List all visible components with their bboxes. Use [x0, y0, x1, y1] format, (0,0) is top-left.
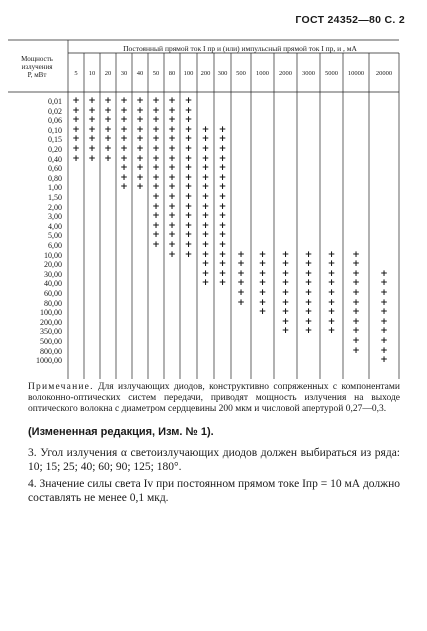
plus-mark: + — [258, 278, 267, 289]
plus-mark: + — [218, 163, 227, 174]
plus-mark: + — [168, 163, 176, 174]
plus-mark: + — [152, 220, 160, 231]
row-header-800,00: 800,00 — [40, 346, 62, 356]
plus-mark: + — [152, 115, 160, 126]
plus-mark: + — [281, 326, 290, 337]
plus-mark: + — [184, 144, 193, 154]
row-header-5,00: 5,00 — [48, 231, 62, 241]
plus-mark: + — [120, 96, 128, 106]
plus-mark: + — [136, 105, 144, 116]
plus-mark: + — [201, 182, 210, 193]
plus-mark: + — [88, 144, 96, 154]
plus-mark: + — [352, 278, 360, 289]
plus-mark: + — [352, 259, 360, 270]
plus-mark: + — [104, 144, 112, 154]
plus-mark: + — [152, 105, 160, 116]
plus-mark: + — [152, 182, 160, 193]
row-header-20,00: 20,00 — [44, 260, 62, 270]
plus-mark: + — [136, 153, 144, 164]
row-header-2,00: 2,00 — [48, 202, 62, 212]
plus-mark: + — [237, 288, 245, 298]
plus-mark: + — [184, 134, 193, 145]
plus-mark: + — [136, 163, 144, 174]
plus-mark: + — [168, 220, 176, 231]
plus-mark: + — [184, 182, 193, 193]
row-header-500,00: 500,00 — [40, 337, 62, 346]
plus-mark: + — [120, 182, 128, 193]
plus-mark: + — [104, 124, 112, 135]
table-note — [28, 382, 400, 416]
column-header-10000: 10000 — [347, 70, 365, 77]
plus-mark: + — [218, 249, 227, 260]
plus-mark: + — [327, 288, 336, 298]
plus-mark: + — [120, 144, 128, 154]
paragraph-3: 3. Угол излучения α светоизлучающих диодов должен выбираться из ряда: 10; 15; 25; 40; 60; 90; 125; 180°. — [28, 447, 400, 473]
plus-mark: + — [184, 240, 193, 250]
plus-mark: + — [201, 268, 210, 279]
plus-mark: + — [120, 124, 128, 135]
row-header-0,15: 0,15 — [48, 135, 62, 145]
row-header-0,02: 0,02 — [48, 106, 62, 116]
plus-mark: + — [184, 192, 193, 202]
plus-mark: + — [327, 307, 336, 318]
plus-mark: + — [352, 268, 360, 279]
plus-mark: + — [201, 201, 210, 212]
plus-mark: + — [201, 124, 210, 135]
plus-mark: + — [168, 144, 176, 154]
plus-mark: + — [327, 326, 336, 337]
plus-mark: + — [168, 182, 176, 193]
plus-mark: + — [352, 297, 360, 308]
column-header-1000: 1000 — [256, 70, 269, 77]
plus-mark: + — [237, 278, 245, 289]
plus-mark: + — [237, 268, 245, 279]
plus-mark: + — [218, 230, 227, 241]
plus-mark: + — [201, 134, 210, 145]
plus-mark: + — [72, 134, 80, 145]
document-code: ГОСТ 24352—80 С. 2 — [295, 14, 405, 26]
column-header-80: 80 — [168, 70, 176, 77]
column-header-200: 200 — [200, 70, 211, 77]
plus-mark: + — [218, 124, 227, 135]
plus-mark: + — [152, 201, 160, 212]
plus-mark: + — [218, 211, 227, 222]
plus-mark: + — [380, 297, 388, 308]
plus-mark: + — [136, 115, 144, 126]
plus-mark: + — [168, 201, 176, 212]
plus-mark: + — [136, 96, 144, 106]
plus-mark: + — [72, 144, 80, 154]
plus-mark: + — [380, 336, 388, 346]
plus-mark: + — [352, 307, 360, 318]
plus-mark: + — [304, 278, 313, 289]
plus-mark: + — [168, 249, 176, 260]
note-text: Для излучающих диодов, конструктивно сопряженных с компонентами волоконно-оптических систем передачи, приводят мощность излучения на выходе оптического волокна с диаметром сердцевины 200 мкм и числовой апертурой 0,27—0,3. — [28, 382, 400, 415]
plus-mark: + — [88, 105, 96, 116]
column-header-300: 300 — [217, 70, 228, 77]
plus-mark: + — [304, 297, 313, 308]
plus-mark: + — [380, 316, 388, 327]
plus-mark: + — [168, 124, 176, 135]
plus-mark: + — [168, 240, 176, 250]
plus-mark: + — [72, 124, 80, 135]
plus-mark: + — [152, 163, 160, 174]
plus-mark: + — [136, 182, 144, 193]
plus-mark: + — [218, 240, 227, 250]
plus-mark: + — [352, 326, 360, 337]
plus-mark: + — [184, 172, 193, 183]
plus-mark: + — [120, 134, 128, 145]
row-header-0,60: 0,60 — [48, 164, 62, 174]
plus-mark: + — [304, 249, 313, 260]
plus-mark: + — [136, 172, 144, 183]
plus-mark: + — [258, 268, 267, 279]
plus-mark: + — [184, 220, 193, 231]
plus-mark: + — [184, 230, 193, 241]
plus-mark: + — [258, 249, 267, 260]
plus-mark: + — [327, 268, 336, 279]
plus-mark: + — [380, 278, 388, 289]
paragraph-4: 4. Значение силы света Iv при постоянном прямом токе Iпр = 10 мА должно составлять не менее 0,1 мкд. — [28, 478, 400, 504]
plus-mark: + — [281, 307, 290, 318]
plus-mark: + — [168, 96, 176, 106]
plus-mark: + — [152, 144, 160, 154]
plus-mark: + — [218, 268, 227, 279]
row-header-1,50: 1,50 — [48, 193, 62, 202]
plus-mark: + — [120, 153, 128, 164]
plus-mark: + — [327, 316, 336, 327]
plus-mark: + — [380, 307, 388, 318]
plus-mark: + — [184, 249, 193, 260]
row-header-1,00: 1,00 — [48, 183, 62, 193]
column-header-30: 30 — [120, 70, 128, 77]
plus-mark: + — [352, 249, 360, 260]
row-header-0,40: 0,40 — [48, 154, 62, 164]
plus-mark: + — [184, 201, 193, 212]
plus-mark: + — [104, 115, 112, 126]
plus-mark: + — [152, 96, 160, 106]
row-header-0,10: 0,10 — [48, 125, 62, 135]
plus-mark: + — [201, 230, 210, 241]
plus-mark: + — [136, 124, 144, 135]
plus-mark: + — [327, 278, 336, 289]
plus-mark: + — [304, 307, 313, 318]
row-header-80,00: 80,00 — [44, 298, 62, 308]
plus-mark: + — [218, 278, 227, 289]
plus-mark: + — [218, 192, 227, 202]
plus-mark: + — [152, 211, 160, 222]
column-header-100: 100 — [183, 70, 194, 77]
plus-mark: + — [201, 278, 210, 289]
row-header-30,00: 30,00 — [44, 269, 62, 279]
plus-mark: + — [201, 144, 210, 154]
column-header-3000: 3000 — [302, 70, 315, 77]
column-header-50: 50 — [152, 70, 160, 77]
plus-mark: + — [380, 326, 388, 337]
row-header-10,00: 10,00 — [44, 250, 62, 260]
plus-mark: + — [218, 172, 227, 183]
current-header: Постоянный прямой ток I пр и (или) импульсный прямой ток I пр, и , мА — [123, 44, 357, 53]
plus-mark: + — [281, 278, 290, 289]
plus-mark: + — [237, 249, 245, 260]
plus-mark: + — [218, 201, 227, 212]
plus-mark: + — [184, 105, 193, 116]
plus-mark: + — [327, 249, 336, 260]
plus-mark: + — [120, 172, 128, 183]
plus-mark: + — [120, 115, 128, 126]
plus-mark: + — [152, 240, 160, 250]
plus-mark: + — [168, 172, 176, 183]
plus-mark: + — [104, 96, 112, 106]
plus-mark: + — [152, 134, 160, 145]
plus-mark: + — [201, 249, 210, 260]
plus-mark: + — [152, 192, 160, 202]
plus-mark: + — [152, 172, 160, 183]
plus-mark: + — [258, 259, 267, 270]
plus-mark: + — [218, 259, 227, 270]
row-header-60,00: 60,00 — [44, 289, 62, 298]
plus-mark: + — [281, 249, 290, 260]
plus-mark: + — [218, 153, 227, 164]
plus-mark: + — [104, 134, 112, 145]
plus-mark: + — [281, 316, 290, 327]
plus-mark: + — [88, 134, 96, 145]
note-lead: Примечание. — [28, 382, 94, 392]
plus-mark: + — [201, 259, 210, 270]
plus-mark: + — [327, 259, 336, 270]
plus-mark: + — [184, 115, 193, 126]
plus-mark: + — [152, 153, 160, 164]
plus-mark: + — [104, 153, 112, 164]
plus-mark: + — [201, 163, 210, 174]
plus-mark: + — [152, 230, 160, 241]
plus-mark: + — [201, 220, 210, 231]
plus-mark: + — [136, 144, 144, 154]
row-header-100,00: 100,00 — [40, 308, 62, 318]
emission-power-table — [8, 38, 414, 379]
plus-mark: + — [352, 345, 360, 356]
plus-mark: + — [304, 268, 313, 279]
plus-mark: + — [258, 307, 267, 318]
row-header-350,00: 350,00 — [40, 327, 62, 337]
plus-mark: + — [168, 105, 176, 116]
plus-mark: + — [237, 297, 245, 308]
plus-mark: + — [88, 115, 96, 126]
plus-mark: + — [258, 288, 267, 298]
plus-mark: + — [237, 259, 245, 270]
column-header-20: 20 — [104, 70, 112, 77]
edition-note: (Измененная редакция, Изм. № 1). — [28, 426, 214, 438]
plus-mark: + — [184, 153, 193, 164]
plus-mark: + — [184, 124, 193, 135]
column-header-2000: 2000 — [279, 70, 292, 77]
plus-mark: + — [120, 163, 128, 174]
plus-mark: + — [218, 134, 227, 145]
plus-mark: + — [201, 192, 210, 202]
column-header-40: 40 — [136, 70, 144, 77]
column-header-500: 500 — [236, 70, 246, 77]
plus-mark: + — [168, 115, 176, 126]
plus-mark: + — [136, 134, 144, 145]
row-header-6,00: 6,00 — [48, 241, 62, 250]
plus-mark: + — [168, 134, 176, 145]
plus-mark: + — [380, 345, 388, 356]
plus-mark: + — [281, 288, 290, 298]
plus-mark: + — [184, 163, 193, 174]
plus-mark: + — [120, 105, 128, 116]
plus-mark: + — [352, 316, 360, 327]
plus-mark: + — [201, 240, 210, 250]
plus-mark: + — [201, 211, 210, 222]
plus-mark: + — [281, 268, 290, 279]
plus-mark: + — [72, 153, 80, 164]
plus-mark: + — [72, 96, 80, 106]
column-header-20000: 20000 — [375, 70, 393, 77]
row-header-4,00: 4,00 — [48, 221, 62, 231]
column-header-5000: 5000 — [325, 70, 338, 77]
plus-mark: + — [380, 355, 388, 366]
plus-mark: + — [168, 153, 176, 164]
power-header-line-3: P, мВт — [27, 71, 47, 79]
plus-mark: + — [218, 220, 227, 231]
plus-mark: + — [352, 336, 360, 346]
row-header-0,20: 0,20 — [48, 145, 62, 154]
plus-mark: + — [218, 144, 227, 154]
plus-mark: + — [201, 153, 210, 164]
plus-mark: + — [72, 105, 80, 116]
plus-mark: + — [168, 211, 176, 222]
plus-mark: + — [218, 182, 227, 193]
plus-mark: + — [304, 316, 313, 327]
plus-mark: + — [88, 124, 96, 135]
plus-mark: + — [184, 211, 193, 222]
power-header-line-1: Мощность — [21, 55, 53, 63]
plus-mark: + — [152, 124, 160, 135]
plus-mark: + — [168, 192, 176, 202]
plus-mark: + — [352, 288, 360, 298]
plus-mark: + — [304, 259, 313, 270]
row-header-40,00: 40,00 — [44, 279, 62, 289]
plus-mark: + — [380, 268, 388, 279]
row-header-3,00: 3,00 — [48, 212, 62, 222]
plus-mark: + — [304, 288, 313, 298]
plus-mark: + — [72, 115, 80, 126]
row-header-0,01: 0,01 — [48, 97, 62, 106]
plus-mark: + — [168, 230, 176, 241]
plus-mark: + — [88, 153, 96, 164]
plus-mark: + — [88, 96, 96, 106]
row-header-200,00: 200,00 — [40, 317, 62, 327]
plus-mark: + — [258, 297, 267, 308]
column-header-10: 10 — [88, 70, 96, 77]
plus-mark: + — [380, 288, 388, 298]
plus-mark: + — [304, 326, 313, 337]
row-header-1000,00: 1000,00 — [36, 356, 62, 366]
plus-mark: + — [104, 105, 112, 116]
power-header-line-2: излучения — [21, 63, 53, 71]
plus-mark: + — [281, 297, 290, 308]
row-header-0,80: 0,80 — [48, 173, 62, 183]
plus-mark: + — [184, 96, 193, 106]
plus-mark: + — [201, 172, 210, 183]
plus-mark: + — [281, 259, 290, 270]
column-header-5: 5 — [74, 70, 78, 77]
row-header-0,06: 0,06 — [48, 116, 62, 126]
plus-mark: + — [327, 297, 336, 308]
